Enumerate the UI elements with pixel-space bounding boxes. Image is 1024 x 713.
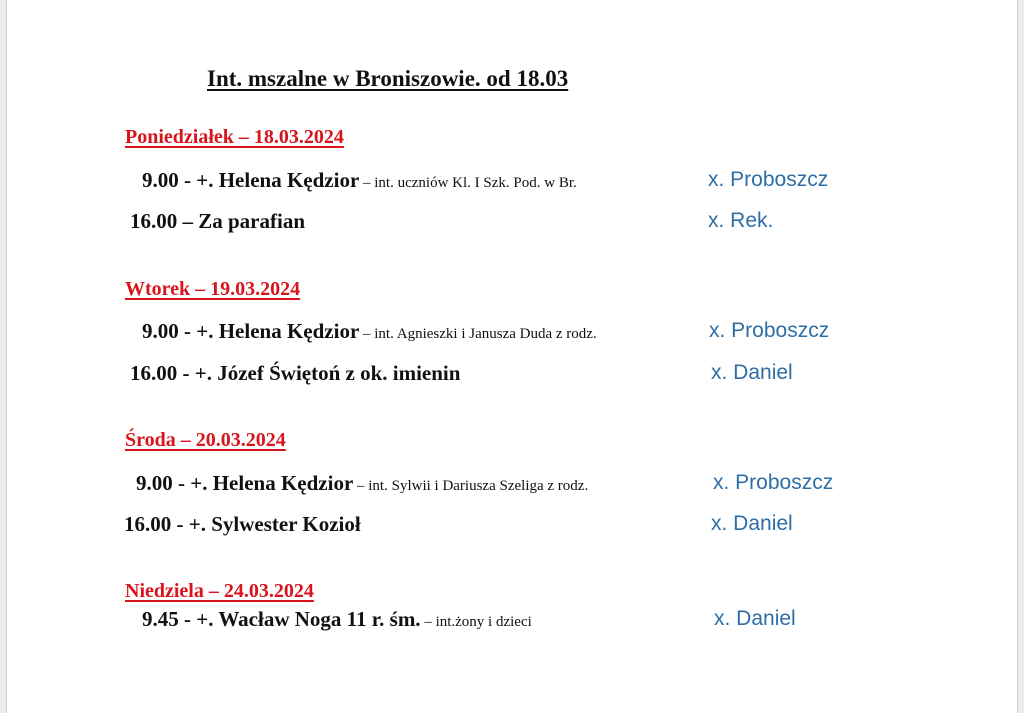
day-header-sunday: Niedziela – 24.03.2024 [125, 580, 314, 602]
mass-intention-text: – int. Agnieszki i Janusza Duda z rodz. [359, 326, 597, 342]
document-title: Int. mszalne w Broniszowie. od 18.03 [207, 66, 569, 91]
mass-priest: x. Rek. [708, 209, 774, 232]
mass-main-text: 9.45 - +. Wacław Noga 11 r. śm. [142, 607, 421, 631]
mass-main-text: 9.00 - +. Helena Kędzior [136, 471, 354, 495]
day-header-monday: Poniedziałek – 18.03.2024 [125, 126, 344, 148]
mass-entry [142, 319, 597, 344]
mass-main-text: 16.00 - +. Józef Świętoń z ok. imienin [130, 361, 461, 385]
day-header-wednesday: Środa – 20.03.2024 [125, 429, 286, 451]
mass-priest: x. Proboszcz [713, 471, 834, 494]
mass-intention-text: – int. uczniów Kl. I Szk. Pod. w Br. [359, 175, 577, 191]
mass-entry [136, 471, 588, 496]
mass-main-text: 9.00 - +. Helena Kędzior [142, 319, 360, 343]
mass-entry [142, 607, 532, 632]
mass-entry [130, 209, 305, 234]
mass-main-text: 9.00 - +. Helena Kędzior [142, 168, 360, 192]
mass-priest: x. Proboszcz [709, 319, 830, 342]
mass-intention-text: – int.żony i dzieci [420, 614, 532, 630]
day-header-tuesday: Wtorek – 19.03.2024 [125, 278, 301, 300]
mass-main-text: 16.00 - +. Sylwester Kozioł [124, 512, 361, 536]
mass-priest: x. Daniel [711, 361, 793, 384]
mass-entry [124, 512, 361, 537]
document-page [6, 0, 1018, 713]
mass-main-text: 16.00 – Za parafian [130, 209, 306, 233]
mass-priest: x. Proboszcz [708, 168, 829, 191]
mass-priest: x. Daniel [714, 607, 796, 630]
mass-entry [142, 168, 577, 193]
mass-intention-text: – int. Sylwii i Dariusza Szeliga z rodz. [353, 478, 589, 494]
mass-priest: x. Daniel [711, 512, 793, 535]
mass-entry [130, 361, 460, 386]
